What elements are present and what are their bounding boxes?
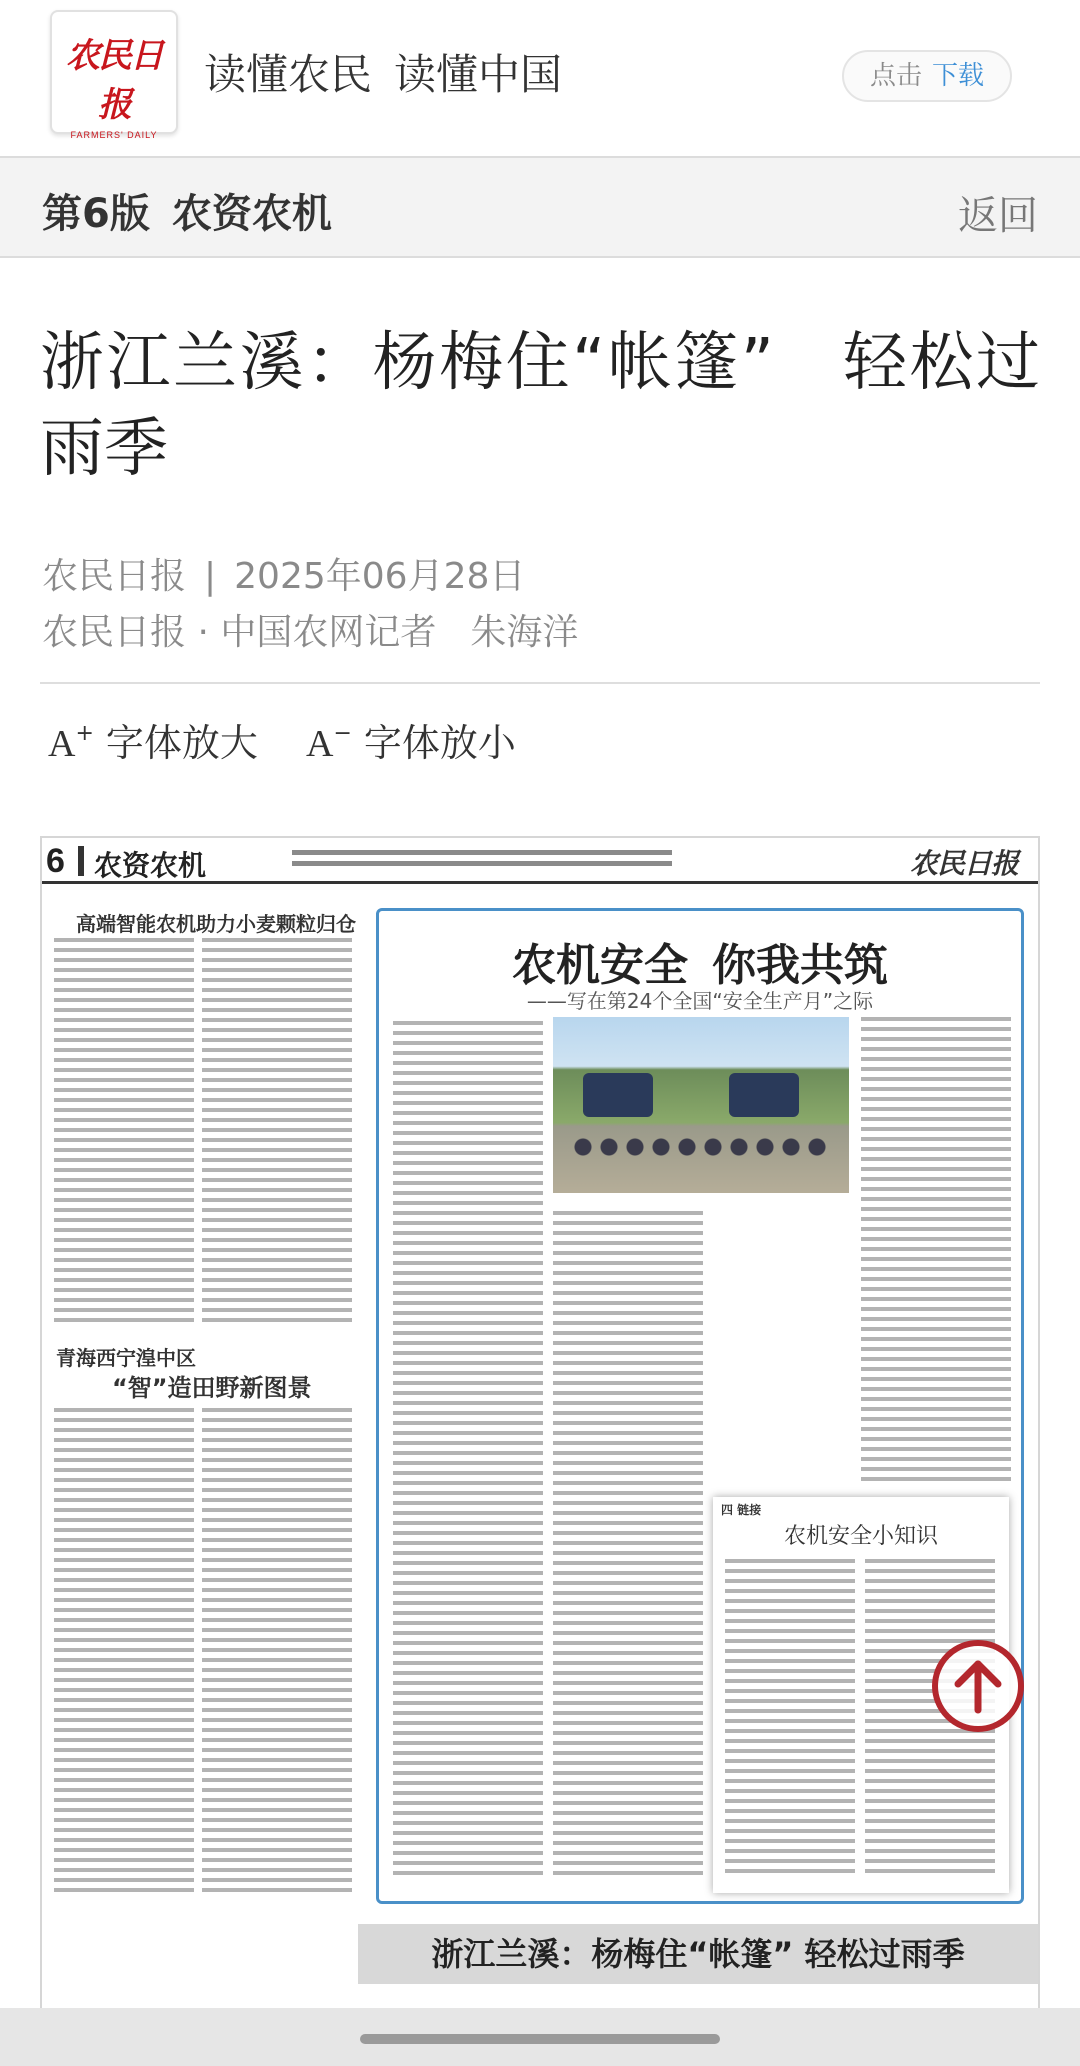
- download-button[interactable]: [842, 50, 1012, 102]
- article-date: 2025年06月28日: [234, 556, 526, 597]
- left-headline-2b: “智”造田野新图景: [112, 1374, 312, 1402]
- font-enlarge-button[interactable]: [48, 712, 258, 767]
- left-body-text-3: [54, 1408, 194, 1898]
- page-label: 第6版: [42, 191, 150, 237]
- left-body-text-4: [202, 1408, 352, 1898]
- article-source: 农民日报: [42, 556, 187, 597]
- article-byline: [42, 604, 578, 655]
- tip-body-text: [725, 1559, 855, 1879]
- byline-org: 农民日报 · 中国农网记者: [42, 612, 437, 653]
- feature-title-part-2: 你我共筑: [712, 940, 888, 991]
- font-enlarge-mark: +: [75, 721, 94, 746]
- tip-label: 四 链接: [721, 1503, 762, 1517]
- app-header: [0, 0, 1080, 156]
- slogan-part-1: 读懂农民: [204, 50, 373, 99]
- meta-separator: |: [204, 556, 217, 597]
- feature-title-part-1: 农机安全: [512, 940, 688, 991]
- article-source-line: [42, 548, 525, 599]
- paper-logo: 农民日报: [909, 847, 1018, 880]
- back-to-top-button[interactable]: [932, 1640, 1024, 1732]
- back-button[interactable]: 返回: [958, 193, 1038, 239]
- feature-body-text: [393, 1021, 543, 1881]
- logo-subtext: FARMERS' DAILY: [70, 130, 158, 140]
- home-indicator[interactable]: [360, 2034, 720, 2044]
- feature-article-box: [376, 908, 1024, 1904]
- feature-subtitle: ——写在第24个全国“安全生产月”之际: [526, 989, 874, 1013]
- font-shrink-button[interactable]: [306, 712, 516, 767]
- arrow-up-icon: [952, 1658, 1004, 1714]
- logo-text: 农民日报: [66, 36, 162, 125]
- newspaper-page-image[interactable]: [40, 836, 1040, 2016]
- section-name: 农资农机: [171, 191, 332, 237]
- paper-section-name: 农资农机: [94, 849, 207, 882]
- bottom-article-headline: 浙江兰溪：杨梅住“帐篷” 轻松过雨季: [358, 1924, 1038, 1984]
- left-headline-2a: 青海西宁湟中区: [56, 1346, 196, 1370]
- paper-meta-line: [292, 850, 672, 872]
- download-prefix: 点击: [869, 61, 922, 91]
- slogan-part-2: 读懂中国: [394, 50, 563, 99]
- tip-title: 农机安全小知识: [783, 1524, 938, 1549]
- left-headline: 高端智能农机助力小麦颗粒归仓: [76, 912, 356, 936]
- font-shrink-label: 字体放小: [363, 721, 516, 765]
- font-shrink-icon: A: [306, 723, 334, 765]
- article-title: 浙江兰溪：杨梅住“帐篷” 轻松过雨季: [40, 326, 1040, 486]
- font-enlarge-label: 字体放大: [105, 721, 258, 765]
- feature-body-text-3: [861, 1017, 1011, 1487]
- paper-page-number: 6: [46, 842, 65, 880]
- slogan: [204, 42, 562, 102]
- divider: [40, 682, 1040, 684]
- page-bar-divider: [78, 846, 84, 876]
- left-body-text: [54, 938, 194, 1328]
- font-size-controls: [48, 712, 552, 767]
- feature-body-text-2: [553, 1211, 703, 1881]
- left-body-text-2: [202, 938, 352, 1328]
- byline-name: 朱海洋: [470, 612, 579, 653]
- section-bar: [0, 156, 1080, 258]
- tractor-shape: [729, 1073, 799, 1117]
- feature-photo: [553, 1017, 849, 1193]
- farmers-daily-logo[interactable]: [50, 10, 178, 140]
- paper-masthead: [42, 838, 1038, 884]
- crowd-shape: [573, 1133, 829, 1183]
- feature-title: [379, 929, 1021, 993]
- section-title: [42, 182, 332, 239]
- font-shrink-mark: −: [333, 721, 352, 746]
- system-bottom-bar: [0, 2008, 1080, 2066]
- font-enlarge-icon: A: [48, 723, 76, 765]
- tractor-shape: [583, 1073, 653, 1117]
- download-action: 下载: [932, 61, 985, 91]
